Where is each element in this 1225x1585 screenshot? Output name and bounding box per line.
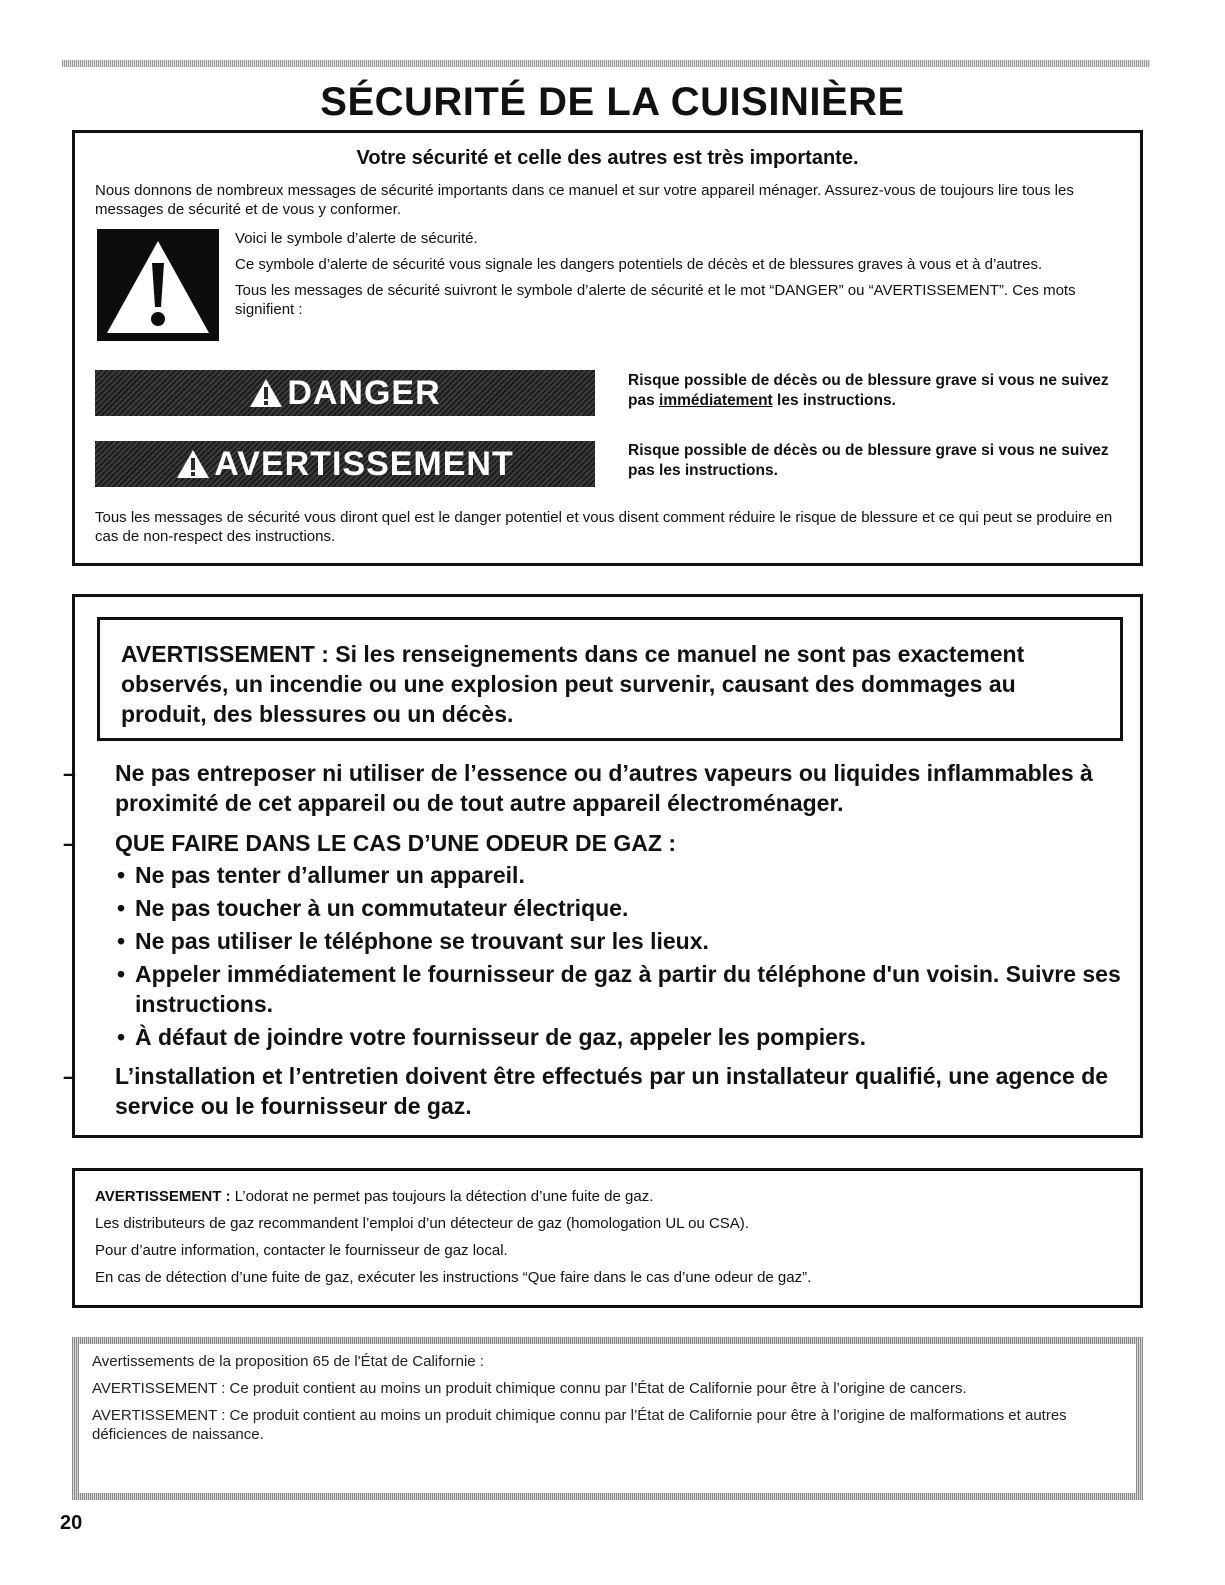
page-number: 20	[60, 1512, 83, 1534]
warning-description: Risque possible de décès ou de blessure grave si vous ne suivez pas les instructions.	[628, 442, 1109, 479]
prop65-line: AVERTISSEMENT : Ce produit contient au moins un produit chimique connu par l’État de Californie pour être à l’origine de malformations et autres déficiences de naissance.	[92, 1407, 1067, 1443]
gas-warning-box	[63, 594, 1143, 1138]
odor-line: En cas de détection d’une fuite de gaz, exécuter les instructions “Que faire dans le cas d’une odeur de gaz”.	[95, 1269, 812, 1286]
gas-odor-steps	[117, 860, 1127, 1055]
explosion-warning-text: AVERTISSEMENT : Si les renseignements dans ce manuel ne sont pas exactement observés, un incendie ou une explosion peut survenir, causant des dommages au produit, des blessures ou un décès.	[121, 641, 1025, 727]
warning-label: AVERTISSEMENT	[214, 444, 514, 483]
safety-intro: Nous donnons de nombreux messages de sécurité importants dans ce manuel et sur votre appareil ménager. Assurez-vous de toujours lire tous les messages de sécurité et de vous y conformer.	[95, 182, 1074, 218]
warning-triangle-icon	[249, 378, 283, 408]
prop65-line: Avertissements de la proposition 65 de l'État de Californie :	[92, 1353, 484, 1370]
page-title: SÉCURITÉ DE LA CUISINIÈRE	[320, 80, 905, 124]
danger-label: DANGER	[287, 373, 441, 412]
odor-line: Pour d’autre information, contacter le fournisseur de gaz local.	[95, 1242, 508, 1259]
safety-heading: Votre sécurité et celle des autres est très importante.	[356, 147, 859, 169]
safety-outro: Tous les messages de sécurité vous diront quel est le danger potentiel et vous disent comment réduire le risque de blessure et ce qui peut se produire en cas de non-respect des instructions.	[95, 509, 1113, 545]
list-item: • Ne pas utiliser le téléphone se trouvant sur les lieux.	[117, 928, 709, 954]
gas-item-installation: – L’installation et l’entretien doivent être effectués par un installateur qualifié, une agence de service ou le fournisseur de gaz.	[63, 1063, 1109, 1119]
alert-line: Voici le symbole d’alerte de sécurité.	[235, 230, 478, 247]
alert-line: Ce symbole d’alerte de sécurité vous signale les dangers potentiels de décès et de blessures graves à vous et à d’autres.	[235, 256, 1043, 273]
list-item: • À défaut de joindre votre fournisseur de gaz, appeler les pompiers.	[117, 1024, 867, 1050]
gas-item-odor-heading: – QUE FAIRE DANS LE CAS D’UNE ODEUR DE GAZ :	[63, 830, 676, 856]
odor-line: Les distributeurs de gaz recommandent l’emploi d’un détecteur de gaz (homologation UL ou CSA).	[95, 1215, 749, 1232]
warning-triangle-icon	[97, 229, 219, 341]
odor-line: AVERTISSEMENT : L’odorat ne permet pas toujours la détection d’une fuite de gaz.	[95, 1188, 654, 1205]
gas-odor-box	[72, 1168, 1143, 1308]
list-item: • Ne pas tenter d’allumer un appareil.	[117, 862, 525, 888]
alert-line: Tous les messages de sécurité suivront le symbole d’alerte de sécurité et le mot “DANGER” ou “AVERTISSEMENT”. Ces mots signifient :	[235, 282, 1076, 318]
prop65-box	[72, 1337, 1143, 1500]
danger-description: Risque possible de décès ou de blessure grave si vous ne suivez pas immédiatement les instructions.	[628, 372, 1109, 409]
alert-symbol-text	[235, 229, 1115, 326]
danger-banner	[95, 370, 595, 416]
warning-banner	[95, 441, 595, 487]
list-item: • Ne pas toucher à un commutateur électrique.	[117, 895, 629, 921]
list-item: • Appeler immédiatement le fournisseur de gaz à partir du téléphone d'un voisin. Suivre ses instructions.	[117, 961, 1121, 1017]
top-rule	[62, 60, 1150, 67]
safety-box	[72, 130, 1143, 566]
explosion-warning	[97, 617, 1123, 741]
immediately-emphasis: immédiatement	[659, 392, 773, 409]
prop65-line: AVERTISSEMENT : Ce produit contient au moins un produit chimique connu par l’État de Californie pour être à l’origine de cancers.	[92, 1380, 967, 1397]
warning-triangle-icon	[176, 449, 210, 479]
gas-item-flammables: – Ne pas entreposer ni utiliser de l’essence ou d’autres vapeurs ou liquides inflammables à proximité de cet appareil ou de tout autre appareil électroménager.	[63, 760, 1093, 816]
odor-warning-label: AVERTISSEMENT :	[95, 1188, 231, 1205]
